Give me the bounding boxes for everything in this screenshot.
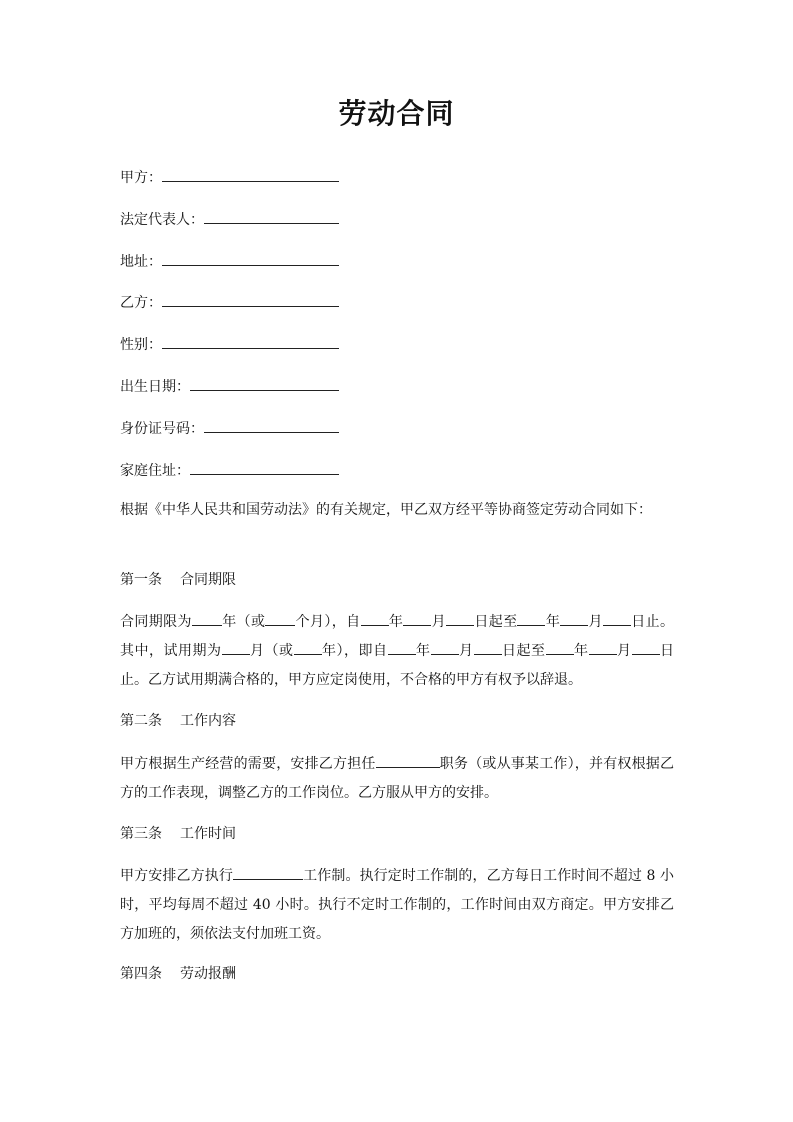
blank-line[interactable] xyxy=(192,611,222,626)
article-title: 合同期限 xyxy=(180,572,236,588)
text-run: 年（或 xyxy=(221,614,266,630)
field-address xyxy=(120,251,339,272)
blank-line[interactable] xyxy=(162,292,339,307)
blank-line[interactable] xyxy=(162,334,339,349)
text-run: 年 xyxy=(545,614,561,630)
text-run: 职务（或从事某工作），并有权根据乙方的工作表现，调整乙方的工作岗位。乙方服从甲方的安排。 xyxy=(120,756,675,801)
field-birth-date xyxy=(120,376,339,397)
field-label: 性别： xyxy=(120,337,162,353)
field-party-b xyxy=(120,292,339,313)
blank-line[interactable] xyxy=(265,611,295,626)
article-title: 劳动报酬 xyxy=(180,966,236,982)
article-number: 第一条 xyxy=(120,572,162,588)
text-run: 年 xyxy=(388,614,404,630)
blank-line[interactable] xyxy=(632,640,660,655)
field-label: 身份证号码： xyxy=(120,421,204,437)
text-run: 工作制。执行定时工作制的，乙方每日工作时间不超过 8 小时，平均每周不超过 40 小时。执行不定时工作制的，工作时间由双方商定。甲方安排乙方加班的，须依法支付加班工资。 xyxy=(120,868,675,942)
text-run: 月 xyxy=(616,643,632,659)
text-run: 日起至 xyxy=(501,643,546,659)
field-label: 出生日期： xyxy=(120,379,190,395)
article-2-heading xyxy=(120,711,236,731)
blank-line[interactable] xyxy=(233,865,303,880)
field-label: 甲方： xyxy=(120,170,162,186)
blank-line[interactable] xyxy=(589,640,617,655)
text-run: 甲方根据生产经营的需要，安排乙方担任 xyxy=(120,756,376,772)
intro-paragraph: 根据《中华人民共和国劳动法》的有关规定，甲乙双方经平等协商签定劳动合同如下： xyxy=(120,502,652,518)
article-4-heading xyxy=(120,964,236,984)
article-title: 工作内容 xyxy=(180,713,236,729)
article-3-heading xyxy=(120,824,236,844)
blank-line[interactable] xyxy=(190,460,339,475)
blank-line[interactable] xyxy=(294,640,322,655)
blank-line[interactable] xyxy=(446,611,474,626)
article-3-body xyxy=(120,862,674,949)
article-title: 工作时间 xyxy=(180,826,236,842)
field-label: 法定代表人： xyxy=(120,212,204,228)
text-run: 日止。其中，试用期为 xyxy=(120,614,675,659)
blank-line[interactable] xyxy=(162,251,339,266)
text-run: 月 xyxy=(588,614,603,630)
blank-line[interactable] xyxy=(388,640,416,655)
field-gender xyxy=(120,334,339,355)
page-title: 劳动合同 xyxy=(338,97,455,130)
blank-line[interactable] xyxy=(431,640,459,655)
text-run: 日止。乙方试用期满合格的，甲方应定岗使用，不合格的甲方有权予以辞退。 xyxy=(120,643,674,688)
blank-line[interactable] xyxy=(560,611,588,626)
blank-line[interactable] xyxy=(162,167,339,182)
blank-line[interactable] xyxy=(474,640,502,655)
text-run: 月 xyxy=(458,643,474,659)
field-party-a xyxy=(120,167,339,188)
text-run: 月 xyxy=(431,614,446,630)
blank-line[interactable] xyxy=(204,418,339,433)
blank-line[interactable] xyxy=(190,376,339,391)
blank-line[interactable] xyxy=(403,611,431,626)
text-run: 甲方安排乙方执行 xyxy=(120,868,233,884)
field-id-number xyxy=(120,418,339,439)
field-home-address xyxy=(120,460,339,481)
blank-line[interactable] xyxy=(376,753,440,768)
blank-line[interactable] xyxy=(517,611,545,626)
article-number: 第四条 xyxy=(120,966,162,982)
text-run: 月（或 xyxy=(249,643,294,659)
article-1-body xyxy=(120,608,674,695)
blank-line[interactable] xyxy=(222,640,250,655)
article-1-heading xyxy=(120,570,236,590)
field-legal-representative xyxy=(120,209,339,230)
article-number: 第三条 xyxy=(120,826,162,842)
text-run: 个月），自 xyxy=(295,614,361,630)
article-number: 第二条 xyxy=(120,713,162,729)
blank-line[interactable] xyxy=(603,611,631,626)
article-2-body xyxy=(120,750,674,808)
blank-line[interactable] xyxy=(546,640,574,655)
field-label: 家庭住址： xyxy=(120,463,190,479)
text-run: 年），即自 xyxy=(321,643,388,659)
text-run: 年 xyxy=(573,643,589,659)
text-run: 日起至 xyxy=(473,614,518,630)
blank-line[interactable] xyxy=(204,209,339,224)
text-run: 年 xyxy=(415,643,431,659)
blank-line[interactable] xyxy=(361,611,389,626)
field-label: 地址： xyxy=(120,254,162,270)
text-run: 合同期限为 xyxy=(120,614,192,630)
field-label: 乙方： xyxy=(120,295,162,311)
